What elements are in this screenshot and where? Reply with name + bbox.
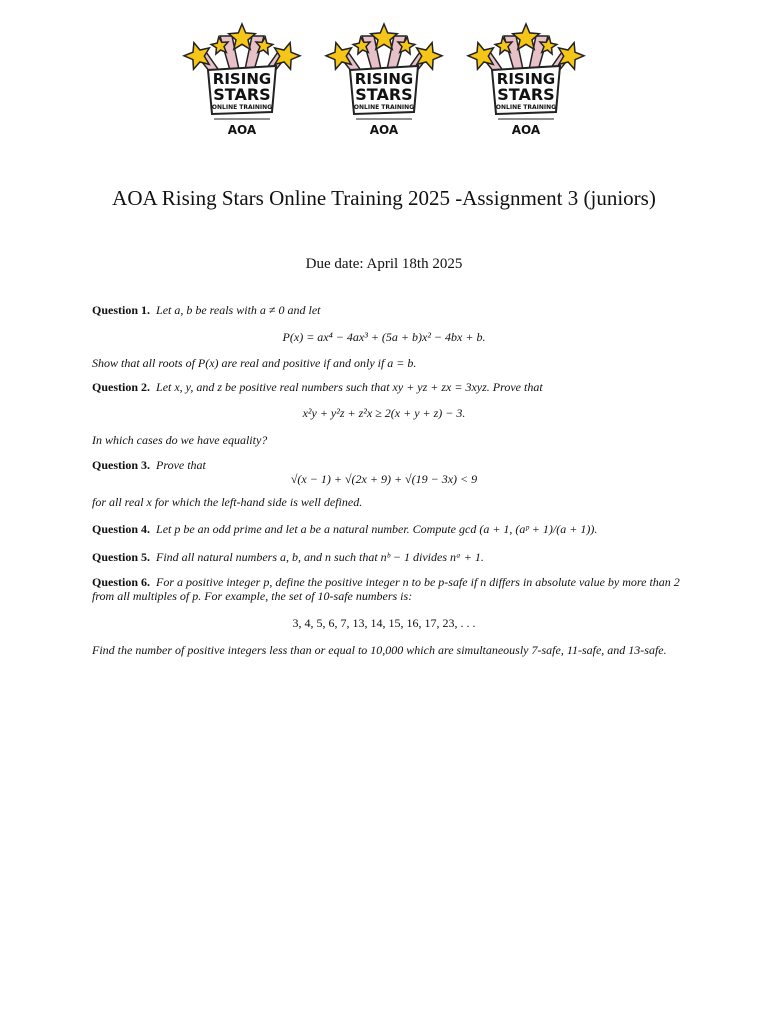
rising-stars-logo-graphic [180,22,304,146]
page-title: AOA Rising Stars Online Training 2025 -Assignment 3 (juniors) [112,186,656,210]
question-label: Question 6. [92,575,151,589]
question-text: Let a, b be reals with a ≠ 0 and let [156,303,321,317]
question-3-equation: √(x − 1) + √(2x + 9) + √(19 − 3x) < 9 [290,472,478,486]
question-text: Let x, y, and z be positive real numbers such that xy + yz + zx = 3xyz. Prove that [156,380,543,394]
question-2 [92,380,682,394]
logo-text: AOA [511,123,541,137]
question-6 [92,575,682,603]
question-text: For a positive integer p, define the positive integer n to be p-safe if n differs in absolute value by more than 2 from all multiples of p. For example, the set of 10-safe numbers is: [92,575,680,603]
question-text: Find all natural numbers a, b, and n such that nᵇ − 1 divides nᵃ + 1. [156,550,484,564]
logo-text: ONLINE TRAINING [495,104,557,111]
question-text: Let p be an odd prime and let a be a natural number. Compute gcd (a + 1, (aᵖ + 1)/(a + 1)). [156,522,598,536]
question-label: Question 3. [92,458,151,472]
question-2-equation: x²y + y²z + z²x ≥ 2(x + y + z) − 3. [302,406,466,420]
logo-text: AOA [369,123,399,137]
logo-text: AOA [227,123,257,137]
rising-stars-logo [464,22,588,146]
question-1-equation: P(x) = ax⁴ − 4ax³ + (5a + b)x² − 4bx + b. [282,330,486,344]
question-5 [92,550,682,564]
logo-text: RISING [496,70,556,88]
question-2-after: In which cases do we have equality? [92,433,268,447]
due-date: Due date: April 18th 2025 [305,256,463,272]
question-label: Question 5. [92,550,151,564]
header-logos [180,22,592,146]
rising-stars-logo [180,22,304,146]
logo-text: ONLINE TRAINING [353,104,415,111]
question-4 [92,522,682,536]
question-6-equation: 3, 4, 5, 6, 7, 13, 14, 15, 16, 17, 23, . . . [292,616,476,630]
logo-text: STARS [355,85,413,104]
question-label: Question 1. [92,303,151,317]
rising-stars-logo-graphic [464,22,588,146]
question-3-after: for all real x for which the left-hand side is well defined. [92,495,363,509]
logo-text: RISING [212,70,272,88]
question-3 [92,458,682,472]
rising-stars-logo [322,22,446,146]
question-label: Question 2. [92,380,151,394]
logo-text: STARS [497,85,555,104]
question-1 [92,303,682,317]
rising-stars-logo-graphic [322,22,446,146]
question-text: Prove that [156,458,206,472]
logo-text: STARS [213,85,271,104]
logo-text: ONLINE TRAINING [211,104,273,111]
logo-text: RISING [354,70,414,88]
question-6-after: Find the number of positive integers less than or equal to 10,000 which are simultaneously 7-safe, 11-safe, and 13-safe. [92,643,667,657]
question-1-after: Show that all roots of P(x) are real and positive if and only if a = b. [92,356,417,370]
question-label: Question 4. [92,522,151,536]
